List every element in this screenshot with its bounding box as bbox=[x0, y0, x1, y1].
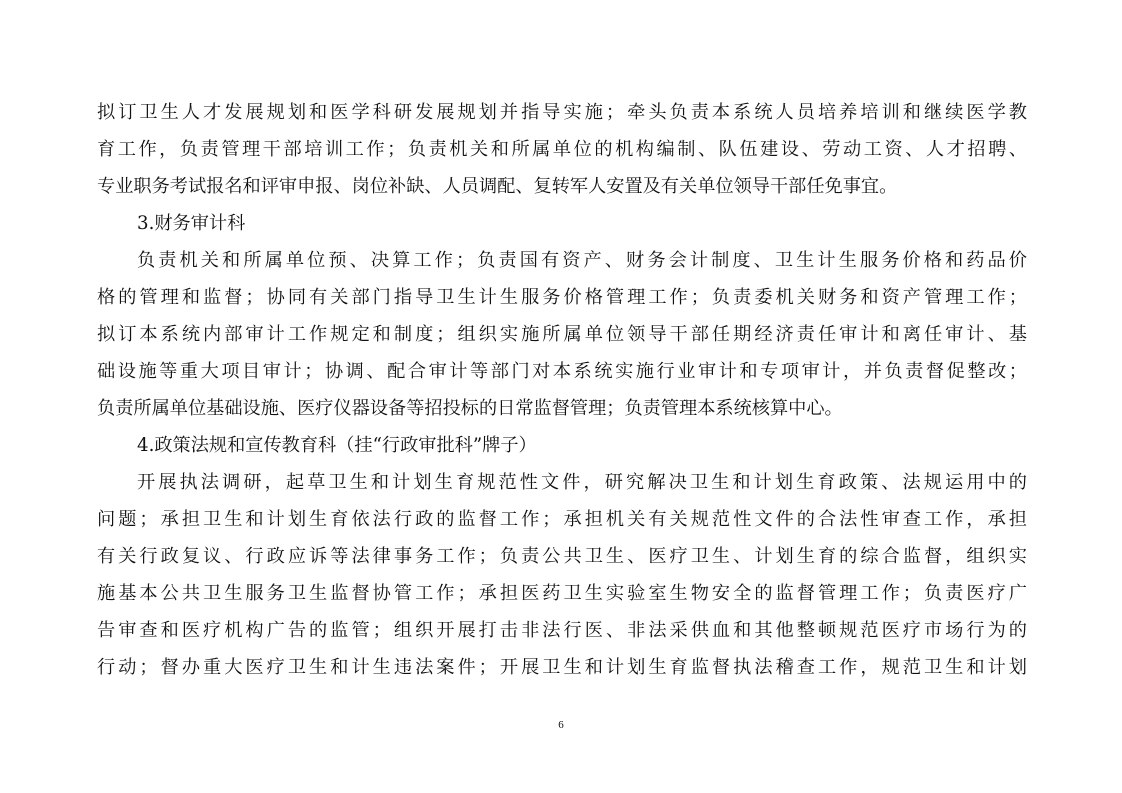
text-line: 开展执法调研，起草卫生和计划生育规范性文件，研究解决卫生和计划生育政策、法规运用中的 bbox=[137, 472, 1027, 493]
text-line: 有关行政复议、行政应诉等法律事务工作；负责公共卫生、医疗卫生、计划生育的综合监督，组织实 bbox=[97, 546, 1027, 567]
text-line: 育工作，负责管理干部培训工作；负责机关和所属单位的机构编制、队伍建设、劳动工资、人才招聘、 bbox=[97, 139, 1027, 160]
text-line: 格的管理和监督；协同有关部门指导卫生计生服务价格管理工作；负责委机关财务和资产管理工作； bbox=[97, 287, 1027, 308]
section-heading-policy-regulation: 4.政策法规和宣传教育科（挂“行政审批科”牌子） bbox=[137, 435, 537, 456]
page-number: 6 bbox=[558, 719, 564, 731]
text-line: 础设施等重大项目审计；协调、配合审计等部门对本系统实施行业审计和专项审计，并负责督促整改； bbox=[97, 361, 1027, 382]
paragraph-finance-audit-duties bbox=[97, 242, 1027, 427]
text-line: 负责所属单位基础设施、医疗仪器设备等招投标的日常监督管理；负责管理本系统核算中心。 bbox=[97, 398, 843, 419]
text-line: 告审查和医疗机构广告的监管；组织开展打击非法行医、非法采供血和其他整顿规范医疗市场行为的 bbox=[97, 620, 1027, 641]
text-line: 专业职务考试报名和评审申报、岗位补缺、人员调配、复转军人安置及有关单位领导干部任免事宜。 bbox=[97, 176, 898, 197]
document-body bbox=[97, 94, 1027, 686]
paragraph-policy-regulation-duties bbox=[97, 464, 1027, 686]
text-line: 负责机关和所属单位预、决算工作；负责国有资产、财务会计制度、卫生计生服务价格和药品价 bbox=[137, 250, 1027, 271]
text-line: 拟订卫生人才发展规划和医学科研发展规划并指导实施；牵头负责本系统人员培养培训和继续医学教 bbox=[97, 102, 1027, 123]
section-heading-finance-audit: 3.财务审计科 bbox=[137, 213, 246, 234]
text-line: 拟订本系统内部审计工作规定和制度；组织实施所属单位领导干部任期经济责任审计和离任审计、基 bbox=[97, 324, 1027, 345]
paragraph-personnel-duties bbox=[97, 94, 1027, 205]
text-line: 施基本公共卫生服务卫生监督协管工作；承担医药卫生实验室生物安全的监督管理工作；负责医疗广 bbox=[97, 583, 1027, 604]
text-line: 行动；督办重大医疗卫生和计生违法案件；开展卫生和计划生育监督执法稽查工作，规范卫生和计划 bbox=[97, 657, 1027, 678]
text-line: 问题；承担卫生和计划生育依法行政的监督工作；承担机关有关规范性文件的合法性审查工作，承担 bbox=[97, 509, 1027, 530]
